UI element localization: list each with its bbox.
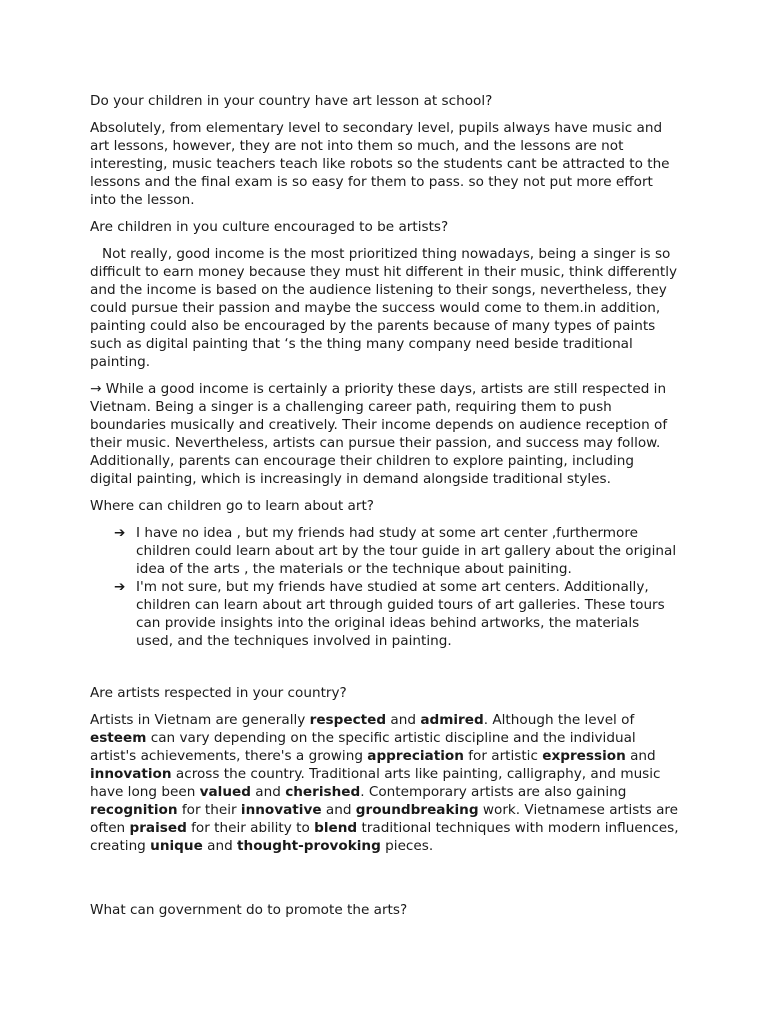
answer-text-segment: work. Vietnamese artists are often	[90, 802, 679, 836]
bold-keyword: appreciation	[367, 748, 464, 764]
answer-text-segment: and	[250, 784, 286, 800]
answer-text-segment: and	[386, 712, 421, 728]
bold-arrow-bullet-icon: ➔	[114, 525, 126, 541]
answer-text-segment: and	[202, 838, 238, 854]
bold-keyword: respected	[309, 712, 387, 728]
list-item	[114, 578, 680, 650]
bold-keyword: valued	[199, 784, 251, 800]
answer-text-segment: for their ability to	[186, 820, 315, 836]
answer-text-segment: for their	[177, 802, 241, 818]
answer-text-segment: across the country. Traditional arts like painting, calligraphy, and music have long been	[90, 766, 661, 800]
bold-keyword: admired	[420, 712, 484, 728]
answer-text-segment: for artistic	[463, 748, 543, 764]
bold-keyword: thought-provoking	[237, 838, 381, 854]
answer-text-segment: and	[625, 748, 656, 764]
bold-keyword: unique	[150, 838, 203, 854]
answer-artists-respected	[90, 711, 680, 855]
bold-arrow-bullet-icon: ➔	[114, 579, 126, 595]
answer-art-lessons: Absolutely, from elementary level to secondary level, pupils always have music and art lessons, however, they are not into them so much, and the lessons are not interesting, music teachers teach like robots so the students cant be attracted to the lessons and the final exam is so easy for them to pass. so they not put more effort into the lesson.	[90, 120, 670, 208]
bold-keyword: recognition	[90, 802, 178, 818]
answer-encouraged-artists-revised	[90, 380, 680, 488]
bold-keyword: blend	[314, 820, 358, 836]
answer-text-segment: can vary depending on the specific artistic discipline and the individual artist's achievements, there's a growing	[90, 730, 636, 764]
answer-text-segment: . Although the level of	[483, 712, 635, 728]
question-where-learn-art: Where can children go to learn about art?	[90, 498, 374, 514]
question-art-lessons: Do your children in your country have art lesson at school?	[90, 93, 493, 109]
answer-text-segment: . Contemporary artists are also gaining	[360, 784, 627, 800]
bold-keyword: groundbreaking	[355, 802, 479, 818]
question-government-promote-arts: What can government do to promote the arts?	[90, 902, 408, 918]
answer-where-learn-art-list	[90, 524, 680, 650]
blank-space	[90, 650, 680, 684]
bold-keyword: innovative	[240, 802, 322, 818]
question-artists-respected: Are artists respected in your country?	[90, 685, 347, 701]
bold-keyword: innovation	[90, 766, 172, 782]
answer-text-segment: and	[321, 802, 356, 818]
right-arrow-icon: →	[90, 381, 102, 397]
answer-text-segment: traditional techniques with modern influences, creating	[90, 820, 679, 854]
blank-space	[90, 864, 680, 901]
bold-keyword: praised	[129, 820, 187, 836]
bold-keyword: esteem	[90, 730, 147, 746]
answer-encouraged-artists: Not really, good income is the most prioritized thing nowadays, being a singer is so difficult to earn money because they must hit different in their music, think differently and the income is based on the audience listening to their songs, nevertheless, they could pursue their passion and maybe the success would come to them.in addition, painting could also be encouraged by the parents because of many types of paints such as digital painting that ‘s the thing many company need beside traditional painting.	[90, 246, 678, 370]
question-encouraged-artists: Are children in you culture encouraged to be artists?	[90, 219, 449, 235]
revised-answer-text: While a good income is certainly a priority these days, artists are still respected in Vietnam. Being a singer is a challenging career path, requiring them to push boundaries musically and creatively. Their income depends on audience reception of their music. Nevertheless, artists can pursue their passion, and success may follow. Additionally, parents can encourage their children to explore painting, including digital painting, which is increasingly in demand alongside traditional styles.	[90, 381, 668, 487]
bold-keyword: cherished	[285, 784, 361, 800]
bold-keyword: expression	[542, 748, 626, 764]
list-item	[114, 524, 680, 578]
answer-text-segment: pieces.	[380, 838, 434, 854]
list-item-text: I'm not sure, but my friends have studied at some art centers. Additionally, children can learn about art through guided tours of art galleries. These tours can provide insights into the original ideas behind artworks, the materials used, and the techniques involved in painting.	[136, 579, 665, 649]
answer-text-segment: Artists in Vietnam are generally	[90, 712, 310, 728]
document-page	[90, 92, 680, 928]
list-item-text: I have no idea , but my friends had study at some art center ,furthermore children could learn about art by the tour guide in art gallery about the original idea of the arts , the materials or the technique about painiting.	[136, 525, 677, 577]
